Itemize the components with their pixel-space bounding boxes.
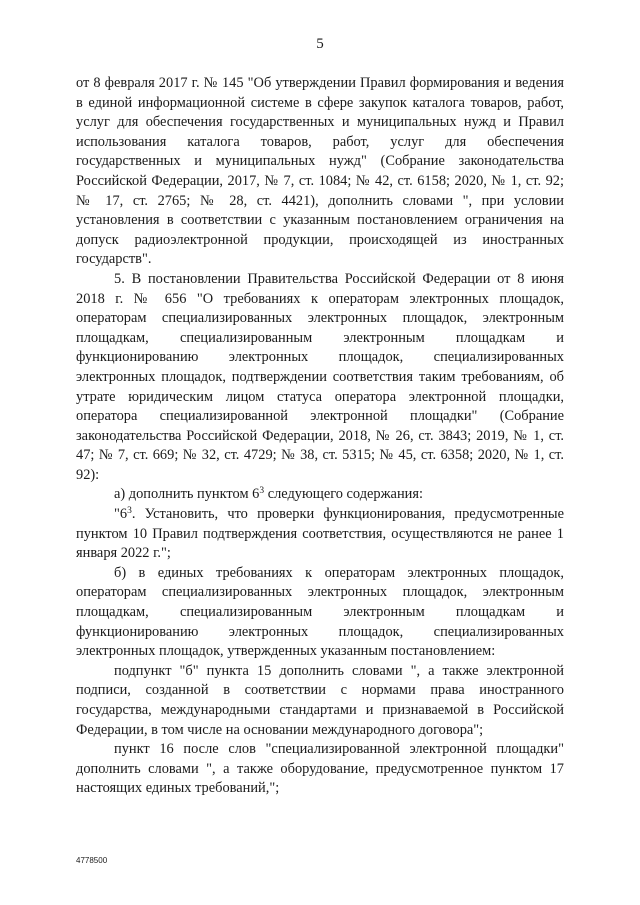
quote-6-3-superscript: 3 <box>127 506 132 517</box>
paragraph-item-16: пункт 16 после слов "специализированной электронной площадки" дополнить словами ", а также оборудование, предусмотренное пунктом 17 настоящих единых требований,"; <box>76 741 564 797</box>
item-a-text: а) дополнить пунктом 6 <box>114 486 260 503</box>
quote-6-3-text: . Установить, что проверки функционирования, предусмотренные пунктом 10 Правил подтверждения соответствия, осуществляются не ранее 1 января 2022 г."; <box>76 506 564 562</box>
paragraph-item-5: 5. В постановлении Правительства Российской Федерации от 8 июня 2018 г. № 656 "О требованиях к операторам электронных площадок, операторам специализированных электронных площадок, электронным площадкам, специализированным электронным площадкам и функционированию электронных площадок, специализированных электронных площадок, подтверждении соответствия таким требованиям, об утрате юридическим лицом статуса оператора электронной площадки, оператора специализированной электронной площадки" (Собрание законодательства Российской Федерации, 2018, № 26, ст. 3843; 2019, № 1, ст. 47; № 7, ст. 669; № 32, ст. 4729; № 38, ст. 5315; № 45, ст. 6358; 2020, № 1, ст. 92): <box>76 270 564 483</box>
quote-6-3-start: "6 <box>114 506 128 523</box>
paragraph-item-a <box>76 485 564 505</box>
item-a-text-end: следующего содержания: <box>264 486 423 503</box>
paragraph-subitem-15b: подпункт "б" пункта 15 дополнить словами ", а также электронной подписи, созданной в соответствии с нормами права иностранного государства, международными стандартами и признаваемой в Российской Федерации, в том числе на основании международного договора"; <box>76 662 564 738</box>
paragraph-continuation: от 8 февраля 2017 г. № 145 "Об утверждении Правил формирования и ведения в единой информационной системе в сфере закупок каталога товаров, работ, услуг для обеспечения государственных и муниципальных нужд и Правил использования каталога товаров, работ, услуг для обеспечения государственных и муниципальных нужд" (Собрание законодательства Российской Федерации, 2017, № 7, ст. 1084; № 42, ст. 6158; 2020, № 1, ст. 92; № 17, ст. 2765; № 28, ст. 4421), дополнить словами ", при условии установления в соответствии с указанным постановлением ограничения на допуск радиоэлектронной продукции, происходящей из иностранных государств". <box>76 75 564 268</box>
paragraph-item-b: б) в единых требованиях к операторам электронных площадок, операторам специализированных электронных площадок, электронным площадкам, специализированным электронным площадкам и функционированию электронных площадок, специализированных электронных площадок, утвержденных указанным постановлением: <box>76 564 564 660</box>
paragraph-quote-6-3 <box>76 505 564 564</box>
document-code: 4778500 <box>76 856 108 865</box>
page-number: 5 <box>316 36 324 52</box>
item-a-superscript: 3 <box>259 486 265 497</box>
document-body <box>76 74 564 799</box>
